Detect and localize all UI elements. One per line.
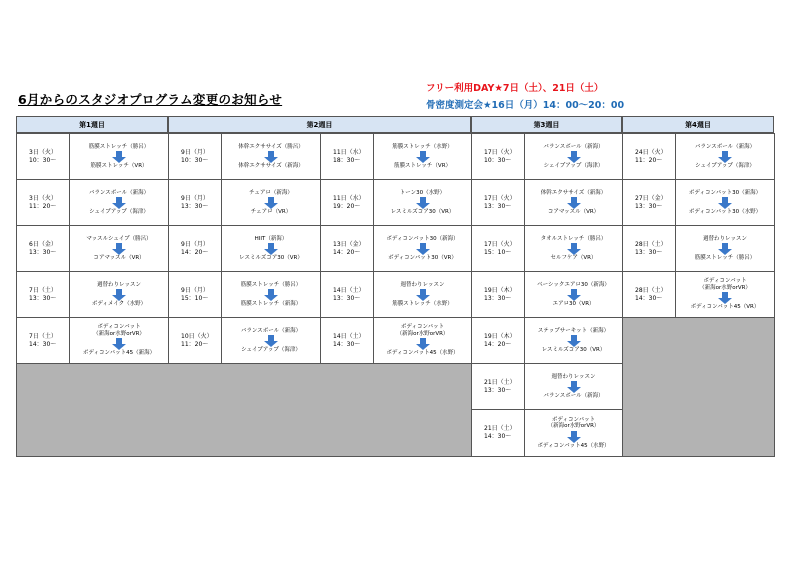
- old-program: マッスルシェイプ（勝呂）: [86, 235, 152, 242]
- old-program: チェアロ（新海）: [249, 189, 293, 196]
- program-change: [675, 226, 774, 271]
- old-program: 筋膜ストレッチ（勝呂）: [88, 143, 150, 150]
- old-program: 週替わりレッスン: [703, 235, 747, 242]
- entry-date: [472, 134, 524, 179]
- down-arrow-icon: [567, 288, 581, 301]
- new-program: レスミルズコア30（VR）: [541, 347, 606, 353]
- entry-date: [321, 318, 373, 363]
- entry-date-text: 28日（土） 14：30～: [635, 286, 667, 302]
- page-title: 6月からのスタジオプログラム変更のお知らせ: [18, 92, 283, 107]
- entry-date-text: 3日（火） 11：20～: [29, 194, 57, 210]
- down-arrow-icon: [718, 196, 732, 209]
- schedule-entry: [168, 225, 321, 272]
- new-program: シェイプアップ（海津）: [695, 163, 755, 169]
- old-program: 体幹エクササイズ（勝呂）: [238, 143, 304, 150]
- old-program: 週替わりレッスン: [551, 373, 596, 380]
- down-arrow-icon: [264, 242, 278, 255]
- program-change: [69, 134, 168, 179]
- entry-date: [169, 318, 221, 363]
- old-program: ボディコンバット30（新海）: [688, 189, 762, 196]
- entry-date: [623, 272, 675, 317]
- program-change: [373, 134, 471, 179]
- program-change: [69, 272, 168, 317]
- old-program: 体幹エクササイズ（新海）: [540, 189, 607, 196]
- old-program: バランスボール（新海）: [694, 143, 756, 150]
- program-change: [373, 272, 471, 317]
- old-program: バランスボール（新海）: [543, 143, 604, 150]
- entry-date: [472, 318, 524, 363]
- entry-date-text: 27日（金） 13：30～: [635, 194, 667, 210]
- down-arrow-icon: [567, 150, 581, 163]
- old-program: ボディコンバット30（新海）: [386, 235, 459, 242]
- down-arrow-icon: [567, 334, 581, 347]
- entry-date: [169, 272, 221, 317]
- entry-date-text: 19日（木） 14：20～: [484, 332, 516, 348]
- bone-density-notice: 骨密度測定会★16日（月）14：00～20：00: [426, 100, 625, 111]
- entry-date-text: 6日（金） 13：30～: [29, 240, 57, 256]
- down-arrow-icon: [567, 196, 581, 209]
- down-arrow-icon: [264, 196, 278, 209]
- schedule-entry: [168, 317, 321, 364]
- program-change: [373, 318, 471, 363]
- down-arrow-icon: [567, 380, 581, 393]
- old-program: HIIT（新海）: [254, 235, 288, 242]
- week-header: 第3週目: [471, 116, 622, 133]
- program-change: [69, 226, 168, 271]
- entry-date-text: 17日（火） 13：30～: [484, 194, 516, 210]
- program-change: [524, 180, 622, 225]
- entry-date-text: 14日（土） 14：30～: [333, 332, 365, 348]
- schedule-entry: [168, 271, 321, 318]
- schedule-entry: [16, 317, 169, 364]
- entry-date: [321, 180, 373, 225]
- down-arrow-icon: [264, 334, 278, 347]
- entry-date-text: 14日（土） 13：30～: [333, 286, 365, 302]
- program-change: [373, 226, 471, 271]
- old-program: 筋膜ストレッチ（水野）: [392, 143, 453, 150]
- old-program: バランスボール（新海）: [88, 189, 150, 196]
- entry-date: [321, 226, 373, 271]
- schedule-entry: [471, 271, 623, 318]
- down-arrow-icon: [567, 430, 581, 443]
- empty-area: [622, 317, 775, 457]
- new-program: ボディコンバット45（水野）: [386, 350, 459, 357]
- schedule-entry: [471, 409, 623, 457]
- new-program: ボディコンバット30（VR）: [388, 255, 457, 261]
- program-change: [221, 226, 320, 271]
- schedule-entry: [471, 317, 623, 364]
- free-day-notice: フリー利用DAY★7日（土）、21日（土）: [426, 83, 604, 94]
- down-arrow-icon: [264, 288, 278, 301]
- schedule-entry: [320, 317, 472, 364]
- schedule-entry: [320, 225, 472, 272]
- entry-date-text: 11日（水） 19：20～: [333, 194, 365, 210]
- entry-date: [321, 272, 373, 317]
- entry-date-text: 21日（土） 13：30～: [484, 378, 516, 394]
- entry-date-text: 11日（水） 18：30～: [333, 148, 365, 164]
- program-change: [524, 134, 622, 179]
- entry-date-text: 28日（土） 13：30～: [635, 240, 667, 256]
- schedule-entry: [320, 271, 472, 318]
- entry-date-text: 19日（木） 13：30～: [484, 286, 516, 302]
- schedule-entry: [471, 225, 623, 272]
- entry-date: [17, 226, 69, 271]
- program-change: [221, 180, 320, 225]
- old-program: 週替わりレッスン: [97, 281, 141, 288]
- down-arrow-icon: [416, 150, 430, 163]
- schedule-entry: [320, 179, 472, 226]
- entry-date: [169, 226, 221, 271]
- down-arrow-icon: [416, 196, 430, 209]
- entry-date-text: 7日（土） 14：30～: [29, 332, 57, 348]
- down-arrow-icon: [112, 242, 126, 255]
- schedule-entry: [622, 225, 775, 272]
- program-change: [524, 226, 622, 271]
- schedule-entry: [16, 271, 169, 318]
- entry-date: [472, 226, 524, 271]
- entry-date-text: 7日（土） 13：30～: [29, 286, 57, 302]
- program-change: [524, 318, 622, 363]
- schedule-entry: [622, 271, 775, 318]
- new-program: コアマッスル（VR）: [547, 209, 600, 215]
- entry-date-text: 17日（火） 15：10～: [484, 240, 516, 256]
- new-program: コアマッスル（VR）: [93, 255, 145, 261]
- program-change: [373, 180, 471, 225]
- new-program: シェイプアップ（海津）: [241, 347, 301, 353]
- down-arrow-icon: [718, 291, 732, 304]
- old-program: タオルストレッチ（勝呂）: [540, 235, 607, 242]
- down-arrow-icon: [112, 288, 126, 301]
- old-program: ボディコンバット （新海or水野orVR）: [396, 324, 449, 337]
- new-program: 筋膜ストレッチ（VR）: [393, 163, 452, 169]
- entry-date: [169, 180, 221, 225]
- entry-date: [472, 364, 524, 409]
- new-program: 体幹エクササイズ（新海）: [238, 163, 304, 169]
- program-change: [69, 180, 168, 225]
- entry-date: [17, 134, 69, 179]
- program-change: [221, 134, 320, 179]
- new-program: ボディコンバット45（VR）: [690, 304, 760, 311]
- old-program: バランスボール（新海）: [240, 327, 302, 334]
- entry-date-text: 9日（月） 10：30～: [181, 148, 209, 164]
- program-change: [675, 180, 774, 225]
- week-header: 第1週目: [16, 116, 168, 133]
- schedule-entry: [16, 225, 169, 272]
- program-change: [675, 272, 774, 317]
- entry-date: [321, 134, 373, 179]
- entry-date-text: 13日（金） 14：20～: [333, 240, 365, 256]
- week-header: 第4週目: [622, 116, 774, 133]
- program-change: [221, 318, 320, 363]
- entry-date-text: 9日（月） 13：30～: [181, 194, 209, 210]
- new-program: レスミルズコア30（VR）: [239, 255, 303, 261]
- entry-date-text: 10日（火） 11：20～: [181, 332, 213, 348]
- new-program: ボディコンバット45（水野）: [537, 442, 610, 449]
- old-program: ボディコンバット （新海or水野orVR）: [699, 278, 751, 291]
- old-program: ボディコンバット （新海or水野orVR）: [93, 324, 145, 337]
- new-program: 筋膜ストレッチ（VR）: [90, 163, 148, 169]
- entry-date: [472, 272, 524, 317]
- new-program: エアロ30（VR）: [552, 301, 595, 307]
- entry-date-text: 9日（月） 14：20～: [181, 240, 209, 256]
- down-arrow-icon: [718, 150, 732, 163]
- down-arrow-icon: [112, 196, 126, 209]
- schedule-entry: [471, 363, 623, 410]
- new-program: 筋膜ストレッチ（新海）: [240, 301, 302, 307]
- week-header: 第2週目: [168, 116, 471, 133]
- entry-date: [17, 318, 69, 363]
- down-arrow-icon: [264, 150, 278, 163]
- schedule-entry: [622, 179, 775, 226]
- entry-date: [623, 134, 675, 179]
- new-program: 筋膜ストレッチ（勝呂）: [694, 255, 756, 261]
- entry-date-text: 9日（月） 15：10～: [181, 286, 209, 302]
- entry-date: [472, 410, 524, 456]
- old-program: 筋膜ストレッチ（勝呂）: [240, 281, 302, 288]
- old-program: ステップサーキット（新海）: [537, 327, 610, 334]
- down-arrow-icon: [567, 242, 581, 255]
- program-change: [524, 410, 622, 456]
- old-program: 週替わりレッスン: [400, 281, 445, 288]
- schedule-entry: [168, 179, 321, 226]
- program-change: [69, 318, 168, 363]
- entry-date: [169, 134, 221, 179]
- new-program: チェアロ（VR）: [250, 209, 292, 215]
- schedule-entry: [16, 133, 169, 180]
- new-program: ボディメイク（水野）: [91, 301, 147, 307]
- entry-date: [623, 180, 675, 225]
- program-change: [524, 364, 622, 409]
- down-arrow-icon: [416, 288, 430, 301]
- down-arrow-icon: [112, 150, 126, 163]
- new-program: シェイプアップ（海津）: [543, 163, 604, 169]
- entry-date: [472, 180, 524, 225]
- new-program: バランスボール（新海）: [543, 393, 604, 399]
- entry-date-text: 17日（火） 10：30～: [484, 148, 516, 164]
- schedule-entry: [16, 179, 169, 226]
- entry-date-text: 3日（火） 10：30～: [29, 148, 57, 164]
- new-program: シェイプアップ（海津）: [89, 209, 149, 215]
- entry-date-text: 21日（土） 14：30～: [484, 425, 516, 440]
- old-program: トーン30（水野）: [399, 189, 446, 196]
- entry-date-text: 24日（火） 11：20～: [635, 148, 667, 164]
- program-change: [675, 134, 774, 179]
- new-program: ボディコンバット30（水野）: [688, 209, 762, 215]
- schedule-entry: [622, 133, 775, 180]
- down-arrow-icon: [112, 337, 126, 350]
- entry-date: [623, 226, 675, 271]
- old-program: ボディコンバット （新海or水野orVR）: [547, 416, 600, 430]
- new-program: 筋膜ストレッチ（水野）: [392, 301, 453, 307]
- down-arrow-icon: [416, 337, 430, 350]
- old-program: ベーシックエアロ30（新海）: [537, 281, 610, 288]
- entry-date: [17, 180, 69, 225]
- program-change: [524, 272, 622, 317]
- empty-area: [16, 363, 472, 457]
- new-program: ボディコンバット45（新海）: [82, 350, 156, 357]
- new-program: レスミルズコア30（VR）: [390, 209, 455, 215]
- schedule-entry: [168, 133, 321, 180]
- down-arrow-icon: [718, 242, 732, 255]
- schedule-entry: [471, 179, 623, 226]
- schedule-entry: [320, 133, 472, 180]
- schedule-entry: [471, 133, 623, 180]
- entry-date: [17, 272, 69, 317]
- new-program: セルフケア（VR）: [550, 255, 597, 261]
- program-change: [221, 272, 320, 317]
- down-arrow-icon: [416, 242, 430, 255]
